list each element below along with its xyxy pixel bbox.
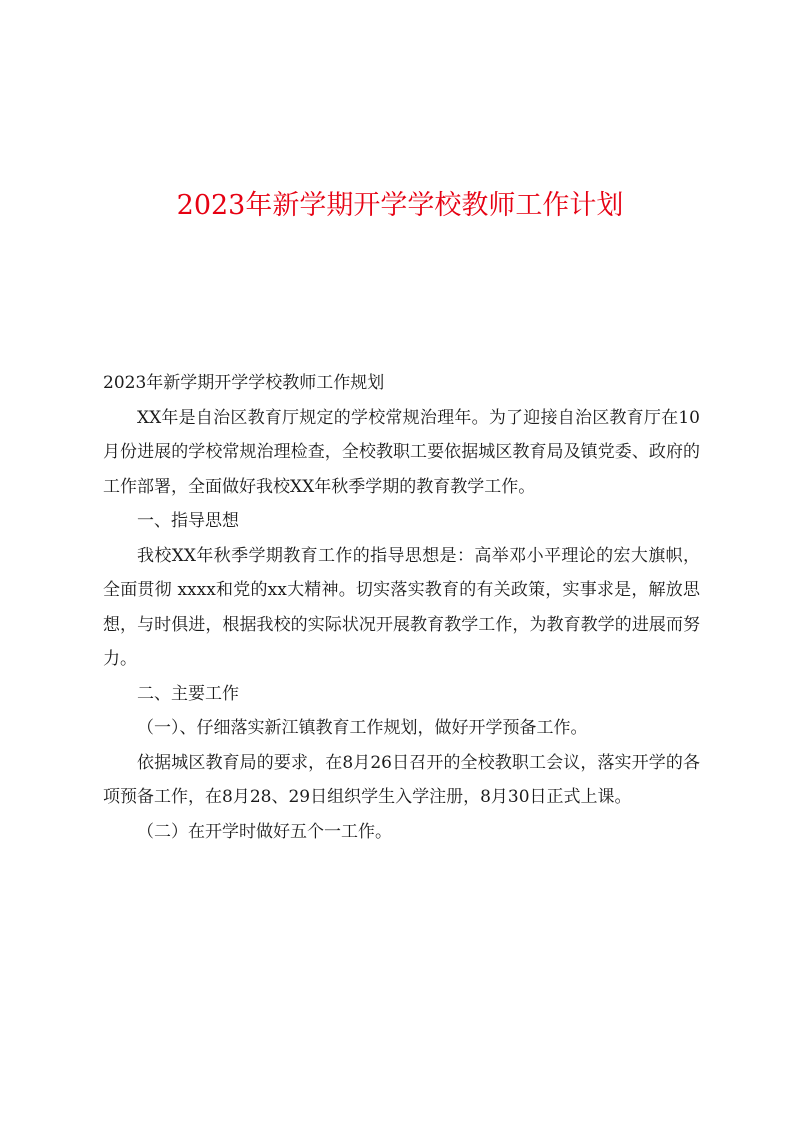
preparation-paragraph: 依据城区教育局的要求，在8月26日召开的全校教职工会议，落实开学的各项预备工作，在8月28、29日组织学生入学注册，8月30日正式上课。: [103, 752, 700, 807]
body-subtitle: 2023年新学期开学学校教师工作规划: [103, 373, 385, 393]
document-body: [103, 366, 700, 849]
intro-paragraph: XX年是自治区教育厅规定的学校常规治理年。为了迎接自治区教育厅在10月份进展的学校常规治理检查，全校教职工要依据城区教育局及镇党委、政府的工作部署，全面做好我校XX年秋季学期的教育教学工作。: [103, 407, 700, 497]
section-heading-guiding-thought: 一、指导思想: [137, 511, 239, 531]
section-heading-main-work: 二、主要工作: [137, 683, 239, 704]
subsection-heading-2: （二）在开学时做好五个一工作。: [137, 821, 392, 842]
document-title: 2023年新学期开学学校教师工作计划: [176, 190, 624, 222]
subsection-heading-1: （一）、仔细落实新江镇教育工作规划，做好开学预备工作。: [137, 718, 588, 738]
guiding-thought-paragraph: 我校XX年秋季学期教育工作的指导思想是：高举邓小平理论的宏大旗帜，全面贯彻 xxxx和党的xx大精神。切实落实教育的有关政策，实事求是，解放思想，与时俱进，根据我校的实际状况开展教育教学工作，为教育教学的进展而努力。: [103, 545, 700, 669]
